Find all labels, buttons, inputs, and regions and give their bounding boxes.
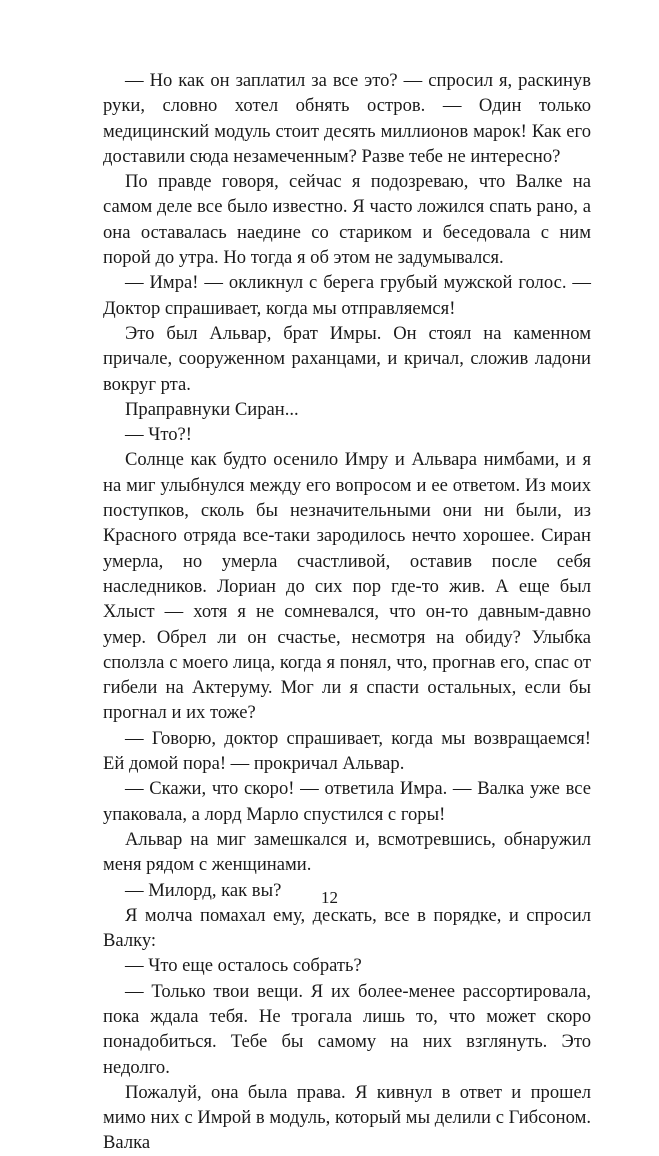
paragraph-1: — Но как он заплатил за все это? — спросил я, раскинув руки, словно хотел обнять остров. — Один только медицинский модуль стоит десять миллионов марок! Как его доставили сюда незамеченным? Разве тебе не интересно? bbox=[103, 70, 591, 167]
paragraph-5: Праправнуки Сиран... bbox=[125, 398, 299, 420]
paragraph-4: Это был Альвар, брат Имры. Он стоял на каменном причале, сооруженном раханцами, и кричал, сложив ладони вокруг рта. bbox=[103, 322, 591, 395]
paragraph-10: Альвар на миг замешкался и, всмотревшись, обнаружил меня рядом с женщинами. bbox=[103, 828, 591, 876]
paragraph-3: — Имра! — окликнул с берега грубый мужской голос. — Доктор спрашивает, когда мы отправляемся! bbox=[103, 272, 591, 319]
page-number: 12 bbox=[321, 888, 338, 907]
body-text bbox=[103, 68, 591, 1156]
paragraph-14: — Только твои вещи. Я их более-менее рассортировала, пока ждала тебя. Не трогала лишь то, что может скоро понадобиться. Тебе бы самому на них взглянуть. Это недолго. bbox=[103, 980, 591, 1078]
paragraph-13: — Что еще осталось собрать? bbox=[125, 955, 362, 977]
paragraph-11: — Милорд, как вы? bbox=[125, 879, 282, 901]
paragraph-6: — Что?! bbox=[125, 424, 192, 446]
paragraph-9: — Скажи, что скоро! — ответила Имра. — Валка уже все упаковала, а лорд Марло спустился с горы! bbox=[103, 778, 591, 825]
paragraph-12: Я молча помахал ему, дескать, все в порядке, и спросил Валку: bbox=[103, 904, 591, 952]
paragraph-8: — Говорю, доктор спрашивает, когда мы возвращаемся! Ей домой пора! — прокричал Альвар. bbox=[103, 727, 591, 775]
paragraph-2: По правде говоря, сейчас я подозреваю, что Валке на самом деле все было известно. Я часто ложился спать рано, а она оставалась наедине со стариком и беседовала с ним порой до утра. Но тогда я об этом не задумывался. bbox=[103, 171, 591, 269]
paragraph-15: Пожалуй, она была права. Я кивнул в ответ и прошел мимо них с Имрой в модуль, который мы делили с Гибсоном. Валка bbox=[103, 1081, 591, 1154]
paragraph-7: Солнце как будто осенило Имру и Альвара нимбами, и я на миг улыбнулся между его вопросом и ее ответом. Из моих поступков, сколь бы незначительными они ни были, из Красного отряда все-таки зародилось нечто хорошее. Сиран умерла, но умерла счастливой, оставив после себя наследников. Лориан до сих пор где-то жив. А еще был Хлыст — хотя я не сомневался, что он-то давным-давно умер. Обрел ли он счастье, несмотря на обиду? Улыбка сползла с моего лица, когда я понял, что, прогнав его, спас от гибели на Актеруму. Мог ли я спасти остальных, если бы прогнал и их тоже? bbox=[103, 449, 591, 724]
